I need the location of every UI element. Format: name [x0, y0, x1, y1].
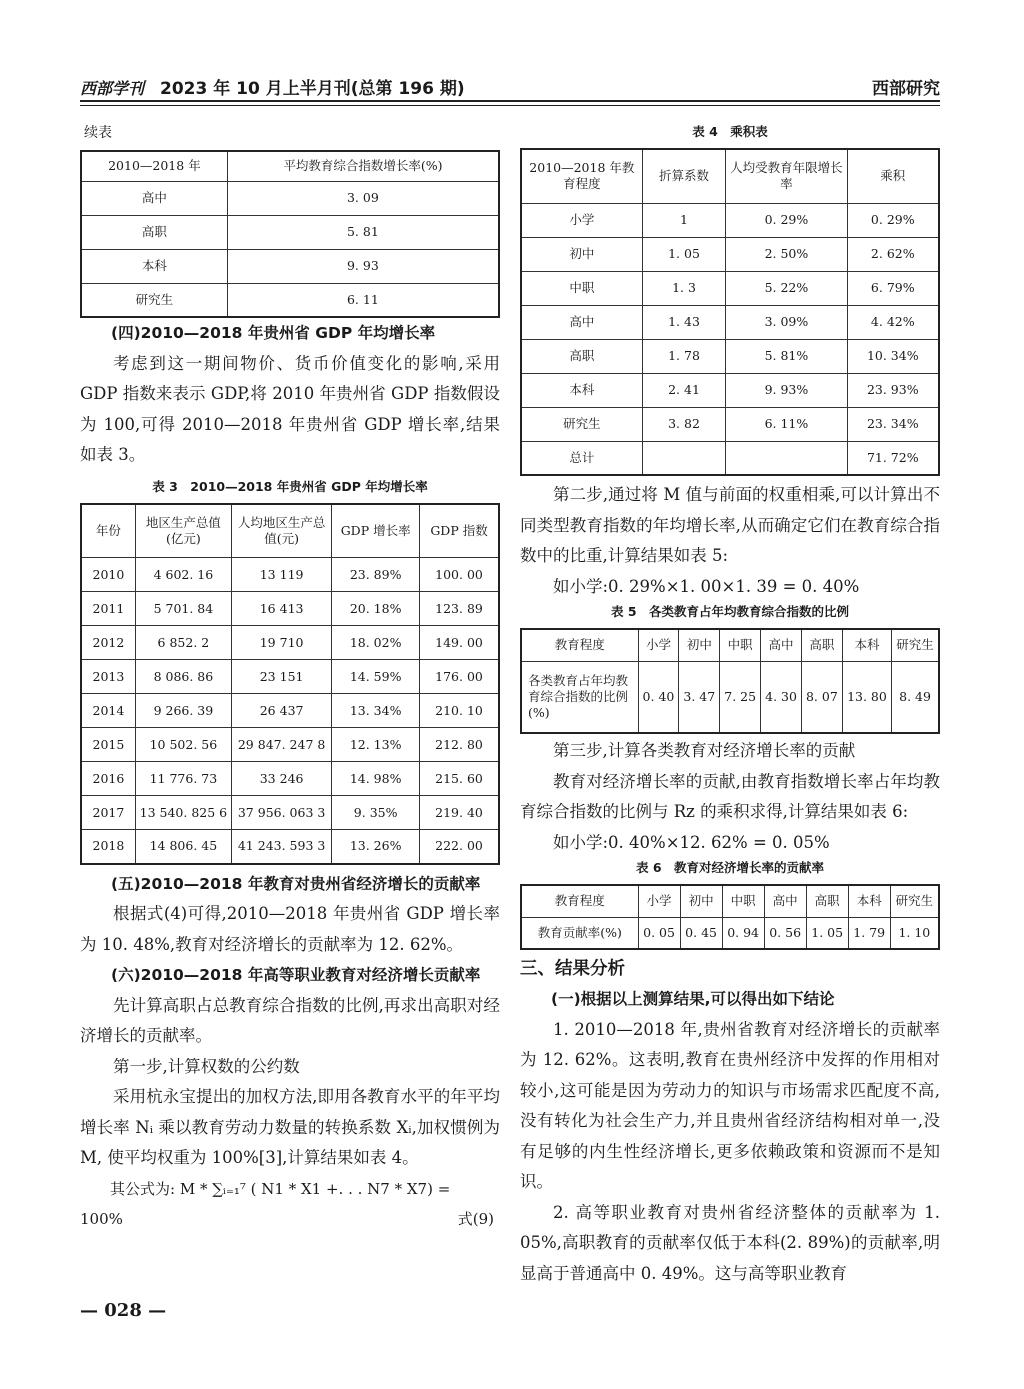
table-cell: 2016 — [81, 762, 135, 796]
table-header-cell: 研究生 — [892, 629, 939, 661]
table-cell: 高中 — [521, 305, 642, 339]
table-cell: 9. 93% — [726, 373, 847, 407]
table-cell: 7. 25 — [720, 661, 761, 733]
table-cell: 18. 02% — [332, 626, 420, 660]
table-cell: 13. 26% — [332, 830, 420, 864]
table-cell: 各类教育占年均教育综合指数的比例(%) — [521, 661, 638, 733]
table-cell: 16 413 — [231, 592, 331, 626]
table-row — [81, 283, 499, 317]
table-cell: 5. 81% — [726, 339, 847, 373]
section-heading: (六)2010—2018 年高等职业教育对经济增长贡献率 — [111, 966, 481, 984]
table-cell: 4. 30 — [761, 661, 802, 733]
table-header-cell: 教育程度 — [521, 629, 638, 661]
table-row — [521, 661, 939, 733]
table-cell: 8. 49 — [892, 661, 939, 733]
table-cell: 研究生 — [81, 283, 227, 317]
table-cell: 37 956. 063 3 — [231, 796, 331, 830]
table-cell: 1. 10 — [890, 917, 939, 949]
table-row — [81, 762, 499, 796]
table-cell: 14 806. 45 — [135, 830, 231, 864]
issue-info: 2023 年 10 月上半月刊(总第 196 期) — [160, 79, 465, 99]
table-cell: 215. 60 — [420, 762, 499, 796]
table-header-cell: 中职 — [720, 629, 761, 661]
table-header-cell: 乘积 — [847, 149, 939, 203]
table-cell: 4. 42% — [847, 305, 939, 339]
table-cell: 8. 07 — [801, 661, 842, 733]
table-cell — [642, 441, 726, 475]
table-cell: 8 086. 86 — [135, 660, 231, 694]
table-row — [81, 796, 499, 830]
table-header-cell: 人均地区生产总值(元) — [231, 504, 331, 558]
example-calculation: 如小学:0. 40%×12. 62% = 0. 05% — [553, 832, 830, 852]
table-cell: 5. 22% — [726, 271, 847, 305]
table-row — [521, 271, 939, 305]
table-cell: 23. 34% — [847, 407, 939, 441]
table-cell: 210. 10 — [420, 694, 499, 728]
table-header-cell: 初中 — [679, 629, 720, 661]
table-row — [81, 215, 499, 249]
table-header-cell: 地区生产总值(亿元) — [135, 504, 231, 558]
table-row — [521, 305, 939, 339]
table-cell: 本科 — [521, 373, 642, 407]
table-cell: 13 119 — [231, 558, 331, 592]
table-caption: 表 5 各类教育占年均教育综合指数的比例 — [610, 604, 850, 619]
table-cell: 0. 40 — [638, 661, 679, 733]
paragraph: 1. 2010—2018 年,贵州省教育对经济增长的贡献率为 12. 62%。这表明,教育在贵州经济中发挥的作用相对较小,这可能是因为劳动力的知识与市场需求匹配度不高,没有转化为社会生产力,并且贵州省经济结构相对单一,没有足够的内生性经济增长,更多依赖政策和资源而不是知识。 — [520, 1019, 940, 1191]
table-row — [81, 728, 499, 762]
table-cell: 2. 62% — [847, 237, 939, 271]
paragraph: 2. 高等职业教育对贵州省经济整体的贡献率为 1. 05%,高职教育的贡献率仅低于本科(2. 89%)的贡献率,明显高于普通高中 0. 49%。这与高等职业教育 — [520, 1202, 940, 1283]
table-cell: 5 701. 84 — [135, 592, 231, 626]
table-cell: 19 710 — [231, 626, 331, 660]
gdp-table — [80, 503, 500, 865]
table-cell: 176. 00 — [420, 660, 499, 694]
table-cell: 6 852. 2 — [135, 626, 231, 660]
table-cell: 20. 18% — [332, 592, 420, 626]
table-cell: 13. 34% — [332, 694, 420, 728]
table-header-cell: 高中 — [761, 629, 802, 661]
table-header-cell: 高中 — [764, 885, 806, 917]
table-cell: 总计 — [521, 441, 642, 475]
table-header-cell: 本科 — [848, 885, 890, 917]
table-row — [81, 592, 499, 626]
table-row — [521, 441, 939, 475]
table-cell: 33 246 — [231, 762, 331, 796]
table-header-row — [521, 885, 939, 917]
table-header-cell: GDP 指数 — [420, 504, 499, 558]
table-header-cell: 本科 — [842, 629, 891, 661]
table-cell: 149. 00 — [420, 626, 499, 660]
table-row — [81, 626, 499, 660]
header-rule-thin — [80, 105, 940, 106]
table-cell: 3. 82 — [642, 407, 726, 441]
running-header — [80, 72, 940, 102]
table-row — [81, 660, 499, 694]
table-cell: 1. 78 — [642, 339, 726, 373]
table-cell: 1. 79 — [848, 917, 890, 949]
continued-table — [80, 150, 500, 318]
table-cell: 2018 — [81, 830, 135, 864]
table-header-cell: 研究生 — [890, 885, 939, 917]
table-row — [81, 249, 499, 283]
table-cell: 23. 93% — [847, 373, 939, 407]
table-cell: 教育贡献率(%) — [521, 917, 638, 949]
table-cell: 初中 — [521, 237, 642, 271]
table-cell: 高职 — [81, 215, 227, 249]
table-cell: 6. 11% — [726, 407, 847, 441]
table-cell: 0. 29% — [847, 203, 939, 237]
table-cell: 1. 3 — [642, 271, 726, 305]
table-row — [521, 339, 939, 373]
section-heading: (五)2010—2018 年教育对贵州省经济增长的贡献率 — [111, 874, 481, 893]
table-header-cell: 小学 — [638, 629, 679, 661]
table-cell: 0. 56 — [764, 917, 806, 949]
table-cell: 23. 89% — [332, 558, 420, 592]
table-header-cell: 2010—2018 年教育程度 — [521, 149, 642, 203]
table-cell: 23 151 — [231, 660, 331, 694]
table-caption: 表 6 教育对经济增长率的贡献率 — [635, 860, 825, 875]
table-cell: 研究生 — [521, 407, 642, 441]
table-cell: 222. 00 — [420, 830, 499, 864]
table-cell: 9. 93 — [227, 249, 499, 283]
table-caption: 表 4 乘积表 — [692, 124, 768, 139]
table-cell: 41 243. 593 3 — [231, 830, 331, 864]
table-header-cell: 初中 — [680, 885, 722, 917]
table-cell: 中职 — [521, 271, 642, 305]
table-cell: 71. 72% — [847, 441, 939, 475]
table-cell: 小学 — [521, 203, 642, 237]
table-cell: 29 847. 247 8 — [231, 728, 331, 762]
table-header-cell: 2010—2018 年 — [81, 151, 227, 181]
formula: 其公式为: M * ∑ᵢ₌₁⁷ ( N1 * X1 +. . . N7 * X7) = — [110, 1179, 451, 1198]
table-cell: 10 502. 56 — [135, 728, 231, 762]
table-cell: 13. 80 — [842, 661, 891, 733]
paragraph: 教育对经济增长率的贡献,由教育指数增长率占年均教育综合指数的比例与 Rz 的乘积求得,计算结果如表 6: — [520, 771, 940, 821]
table-cell: 12. 13% — [332, 728, 420, 762]
paragraph: 考虑到这一期间物价、货币价值变化的影响,采用 GDP 指数来表示 GDP,将 2010 年贵州省 GDP 指数假设为 100,可得 2010—2018 年贵州省 GDP 增长率,结果如表 3。 — [80, 353, 500, 464]
table-cell: 2011 — [81, 592, 135, 626]
table-cell: 9 266. 39 — [135, 694, 231, 728]
table-cell: 14. 59% — [332, 660, 420, 694]
table-cell: 3. 47 — [679, 661, 720, 733]
header-rule — [80, 100, 940, 102]
table-row — [521, 917, 939, 949]
table-cell: 26 437 — [231, 694, 331, 728]
table-row — [521, 373, 939, 407]
section-heading: (四)2010—2018 年贵州省 GDP 年均增长率 — [111, 324, 436, 342]
table-header-cell: 年份 — [81, 504, 135, 558]
table-row — [521, 407, 939, 441]
table-cell: 0. 05 — [638, 917, 680, 949]
table-cell: 0. 94 — [722, 917, 764, 949]
table-row — [81, 181, 499, 215]
table-cell: 2015 — [81, 728, 135, 762]
table-row — [521, 237, 939, 271]
formula-line — [80, 1204, 500, 1234]
table-caption: 表 3 2010—2018 年贵州省 GDP 年均增长率 — [152, 478, 428, 494]
table-cell: 1. 05 — [642, 237, 726, 271]
table-cell: 3. 09% — [726, 305, 847, 339]
table-row — [521, 203, 939, 237]
table-cell: 4 602. 16 — [135, 558, 231, 592]
table-cell: 2013 — [81, 660, 135, 694]
table-cell: 11 776. 73 — [135, 762, 231, 796]
table-cell: 6. 79% — [847, 271, 939, 305]
step-title: 第三步,计算各类教育对经济增长率的贡献 — [553, 741, 856, 760]
subsection-heading: (一)根据以上测算结果,可以得出如下结论 — [551, 990, 835, 1008]
table-header-cell: 中职 — [722, 885, 764, 917]
table-row — [81, 558, 499, 592]
table-cell: 10. 34% — [847, 339, 939, 373]
table-header-cell: 高职 — [806, 885, 848, 917]
table-header-cell: 教育程度 — [521, 885, 638, 917]
table-cell: 212. 80 — [420, 728, 499, 762]
table-cell: 本科 — [81, 249, 227, 283]
journal-logo: 西部学刊 — [80, 79, 145, 98]
table-cell: 14. 98% — [332, 762, 420, 796]
table-cell: 高中 — [81, 181, 227, 215]
table-cell — [726, 441, 847, 475]
example-calculation: 如小学:0. 29%×1. 00×1. 39 = 0. 40% — [553, 576, 860, 596]
table-cell: 0. 29% — [726, 203, 847, 237]
paragraph: 第二步,通过将 M 值与前面的权重相乘,可以计算出不同类型教育指数的年均增长率,从而确定它们在教育综合指数中的比重,计算结果如表 5: — [520, 485, 940, 565]
paragraph: 先计算高职占总教育综合指数的比例,再求出高职对经济增长的贡献率。 — [80, 995, 500, 1045]
section-heading: 三、结果分析 — [520, 959, 625, 979]
table-cell: 2. 41 — [642, 373, 726, 407]
left-column — [80, 118, 500, 1234]
table-header-cell: 平均教育综合指数增长率(%) — [227, 151, 499, 181]
paragraph: 采用杭永宝提出的加权方法,即用各教育水平的年平均增长率 Nᵢ 乘以教育劳动力数量的转换系数 Xᵢ,加权惯例为 M, 使平均权重为 100%[3],计算结果如表 4。 — [80, 1087, 500, 1167]
table-cell: 100. 00 — [420, 558, 499, 592]
right-column — [520, 118, 940, 1289]
table-cell: 123. 89 — [420, 592, 499, 626]
equation-number: 式(9) — [457, 1209, 494, 1228]
table-cell: 1 — [642, 203, 726, 237]
table-header-cell: 高职 — [801, 629, 842, 661]
table-cell: 2010 — [81, 558, 135, 592]
table-cell: 高职 — [521, 339, 642, 373]
table-cell: 13 540. 825 6 — [135, 796, 231, 830]
paragraph: 第一步,计算权数的公约数 — [113, 1056, 300, 1076]
table-header-cell: 折算系数 — [642, 149, 726, 203]
table-cell: 1. 05 — [806, 917, 848, 949]
table-header-row — [521, 629, 939, 661]
section-name: 西部研究 — [872, 79, 940, 99]
table-header-cell: 人均受教育年限增长率 — [726, 149, 847, 203]
table-cell: 9. 35% — [332, 796, 420, 830]
table-header-row — [521, 149, 939, 203]
table-header-cell: GDP 增长率 — [332, 504, 420, 558]
contribution-table — [520, 884, 940, 950]
continued-table-label: 续表 — [84, 125, 112, 141]
table-cell: 2. 50% — [726, 237, 847, 271]
table-cell: 2012 — [81, 626, 135, 660]
table-cell: 1. 43 — [642, 305, 726, 339]
table-cell: 2014 — [81, 694, 135, 728]
table-cell: 219. 40 — [420, 796, 499, 830]
table-header-row — [81, 504, 499, 558]
table-header-cell: 小学 — [638, 885, 680, 917]
share-table — [520, 628, 940, 734]
table-cell: 6. 11 — [227, 283, 499, 317]
formula-tail: 100% — [80, 1209, 123, 1228]
table-cell: 5. 81 — [227, 215, 499, 249]
table-cell: 3. 09 — [227, 181, 499, 215]
table-row — [81, 694, 499, 728]
table-cell: 2017 — [81, 796, 135, 830]
paragraph: 根据式(4)可得,2010—2018 年贵州省 GDP 增长率为 10. 48%,教育对经济增长的贡献率为 12. 62%。 — [80, 904, 500, 954]
product-table — [520, 148, 940, 476]
table-row — [81, 830, 499, 864]
table-cell: 0. 45 — [680, 917, 722, 949]
page-number: — 028 — — [80, 1300, 167, 1321]
